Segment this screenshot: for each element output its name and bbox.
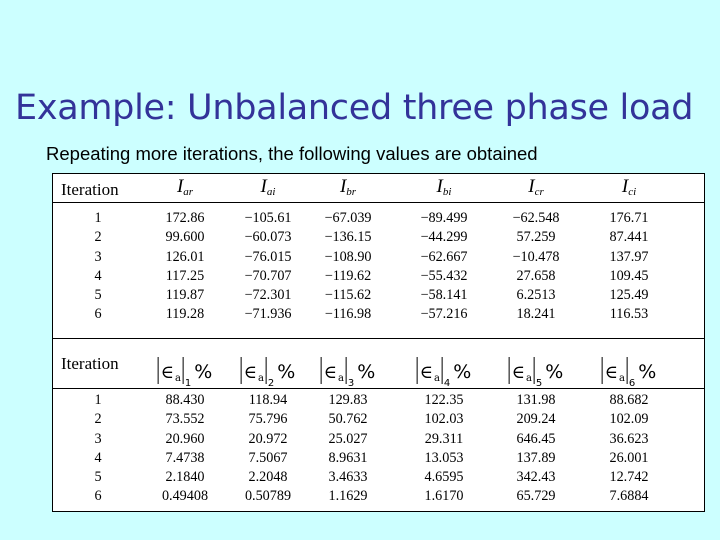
table-cell: −44.299 (420, 229, 468, 246)
error-header-rule (53, 388, 704, 389)
table-cell: 646.45 (516, 430, 556, 447)
iteration-number: 2 (94, 229, 102, 246)
table-cell: −115.62 (324, 287, 372, 304)
table-cell: 88.682 (609, 392, 649, 408)
current-column-br (324, 209, 371, 325)
table-cell: 2.1840 (165, 469, 205, 486)
error-header-4 (417, 350, 472, 389)
iteration-number: 5 (94, 469, 102, 486)
table-cell: 18.241 (516, 306, 556, 323)
error-header-6 (602, 350, 657, 389)
table-cell: 117.25 (165, 267, 205, 284)
table-cell: 73.552 (165, 411, 205, 428)
table-cell: 6.2513 (516, 287, 556, 304)
epsilon-subscript: a (525, 373, 532, 384)
table-cell: 119.87 (165, 287, 205, 304)
abs-value-bars (417, 357, 443, 384)
epsilon-subscript: a (174, 373, 181, 384)
table-cell: 137.97 (609, 248, 649, 265)
error-column-3 (328, 391, 367, 507)
table-cell: 176.71 (609, 210, 649, 226)
current-header-br: $I_{br}$ (339, 176, 357, 198)
table-cell: −55.432 (420, 267, 468, 284)
error-index: 2 (267, 378, 275, 389)
current-header-ar: $I_{ar}$ (176, 176, 194, 198)
table-cell: 118.94 (248, 392, 288, 408)
iteration-header: Iteration (61, 180, 119, 199)
table-cell: −58.141 (420, 287, 468, 304)
table-cell: 119.28 (165, 306, 205, 323)
epsilon-symbol: ∈ (160, 362, 174, 383)
table-cell: 102.03 (424, 411, 464, 428)
error-iteration-header: Iteration (61, 354, 119, 373)
table-cell: 137.89 (516, 449, 556, 466)
error-column-1 (162, 391, 208, 507)
table-cell: 99.600 (165, 229, 205, 246)
table-cell: 3.4633 (328, 469, 368, 486)
current-column-ar (165, 209, 204, 325)
table-cell: 27.658 (516, 267, 556, 284)
current-header-subscript: cr (534, 186, 544, 198)
error-column-4 (424, 391, 463, 507)
abs-value-bars (241, 357, 267, 384)
current-column-cr (512, 209, 559, 325)
table-cell: 20.960 (165, 430, 205, 447)
table-cell: −72.301 (244, 287, 292, 304)
slide-title: Example: Unbalanced three phase load (15, 88, 694, 128)
table-cell: 36.623 (609, 430, 649, 447)
error-column-2 (245, 391, 291, 507)
table-cell: −60.073 (244, 229, 292, 246)
table-cell: 4.6595 (424, 469, 464, 486)
error-header-5 (509, 350, 564, 389)
current-header-cr: $I_{cr}$ (528, 176, 544, 198)
current-header-bi: $I_{bi}$ (436, 176, 452, 198)
current-header-subscript: ar (183, 186, 194, 198)
error-index: 5 (535, 378, 543, 389)
current-header-ai: $I_{ai}$ (260, 176, 276, 198)
table-cell: 109.45 (609, 267, 649, 284)
table-cell: 57.259 (516, 229, 556, 246)
table-cell: −76.015 (244, 248, 292, 265)
table-cell: −62.667 (420, 248, 468, 265)
table-cell: −89.499 (420, 210, 468, 226)
table-cell: −136.15 (324, 229, 372, 246)
iteration-number: 1 (94, 392, 102, 408)
iteration-number-column (94, 209, 101, 325)
error-column-5 (516, 391, 555, 507)
iteration-number: 1 (94, 210, 102, 226)
table-cell: 342.43 (516, 469, 556, 486)
iteration-number: 3 (94, 430, 102, 447)
percent-sign: % (545, 361, 564, 383)
error-header-2 (241, 350, 296, 389)
table-cell: −67.039 (324, 210, 372, 226)
table-cell: −119.62 (324, 267, 372, 284)
error-index: 3 (347, 378, 355, 389)
percent-sign: % (194, 361, 213, 383)
table-cell: 20.972 (248, 430, 288, 447)
current-header-subscript: bi (442, 186, 452, 198)
iteration-number: 2 (94, 411, 102, 428)
header-rule (53, 202, 704, 203)
table-cell: 172.86 (165, 210, 205, 226)
table-cell: −108.90 (324, 248, 372, 265)
iteration-number: 6 (94, 488, 102, 505)
percent-sign: % (638, 361, 657, 383)
current-column-ci (609, 209, 648, 325)
abs-value-bars (602, 357, 628, 384)
table-cell: 2.2048 (248, 469, 288, 486)
iteration-number: 5 (94, 287, 102, 304)
slide-subtitle: Repeating more iterations, the following values are obtained (46, 143, 538, 164)
current-header-subscript: ai (266, 186, 276, 198)
table-cell: 7.4738 (165, 449, 205, 466)
iteration-number: 4 (94, 449, 102, 466)
current-column-ai (244, 209, 291, 325)
error-header-3 (321, 350, 376, 389)
error-index: 1 (184, 378, 192, 389)
error-header-1 (158, 350, 213, 389)
table-cell: 1.6170 (424, 488, 464, 505)
current-header-subscript: br (346, 186, 357, 198)
error-iteration-number-column (94, 391, 101, 507)
current-header-subscript: ci (628, 186, 637, 198)
table-cell: 65.729 (516, 488, 556, 505)
current-header-ci: $I_{ci}$ (621, 176, 637, 198)
table-cell: 8.9631 (328, 449, 368, 466)
section-rule (53, 338, 704, 339)
table-cell: 75.796 (248, 411, 288, 428)
iteration-number: 3 (94, 248, 102, 265)
epsilon-symbol: ∈ (243, 362, 257, 383)
table-cell: 102.09 (609, 411, 649, 428)
error-index: 6 (628, 378, 636, 389)
table-cell: 0.50789 (244, 488, 292, 505)
table-cell: 50.762 (328, 411, 368, 428)
table-cell: −116.98 (324, 306, 372, 323)
table-cell: 87.441 (609, 229, 649, 246)
table-cell: 25.027 (328, 430, 368, 447)
table-cell: 29.311 (424, 430, 464, 447)
percent-sign: % (357, 361, 376, 383)
table-cell: 122.35 (424, 392, 464, 408)
table-cell: 125.49 (609, 287, 649, 304)
percent-sign: % (453, 361, 472, 383)
table-cell: −71.936 (244, 306, 292, 323)
percent-sign: % (277, 361, 296, 383)
epsilon-subscript: a (618, 373, 625, 384)
abs-value-bars (321, 357, 347, 384)
epsilon-symbol: ∈ (511, 362, 525, 383)
table-cell: −70.707 (244, 267, 292, 284)
table-cell: 7.5067 (248, 449, 288, 466)
error-index: 4 (443, 378, 451, 389)
iteration-number: 4 (94, 267, 102, 284)
error-column-6 (609, 391, 648, 507)
table-cell: 12.742 (609, 469, 649, 486)
iteration-number: 6 (94, 306, 102, 323)
table-cell: 129.83 (328, 392, 368, 408)
table-cell: −62.548 (512, 210, 560, 226)
table-cell: 116.53 (609, 306, 649, 323)
table-cell: −57.216 (420, 306, 468, 323)
epsilon-subscript: a (337, 373, 344, 384)
abs-value-bars (158, 357, 184, 384)
iteration-table (52, 173, 705, 512)
table-cell: 7.6884 (609, 488, 649, 505)
current-column-bi (420, 209, 467, 325)
table-cell: −10.478 (512, 248, 560, 265)
table-cell: 1.1629 (328, 488, 368, 505)
epsilon-subscript: a (257, 373, 264, 384)
table-cell: 88.430 (165, 392, 205, 408)
table-cell: 13.053 (424, 449, 464, 466)
epsilon-symbol: ∈ (604, 362, 618, 383)
table-cell: 26.001 (609, 449, 649, 466)
epsilon-subscript: a (433, 373, 440, 384)
table-cell: −105.61 (244, 210, 292, 226)
epsilon-symbol: ∈ (419, 362, 433, 383)
epsilon-symbol: ∈ (323, 362, 337, 383)
abs-value-bars (509, 357, 535, 384)
table-cell: 131.98 (516, 392, 556, 408)
table-cell: 209.24 (516, 411, 556, 428)
table-cell: 0.49408 (161, 488, 209, 505)
table-cell: 126.01 (165, 248, 205, 265)
